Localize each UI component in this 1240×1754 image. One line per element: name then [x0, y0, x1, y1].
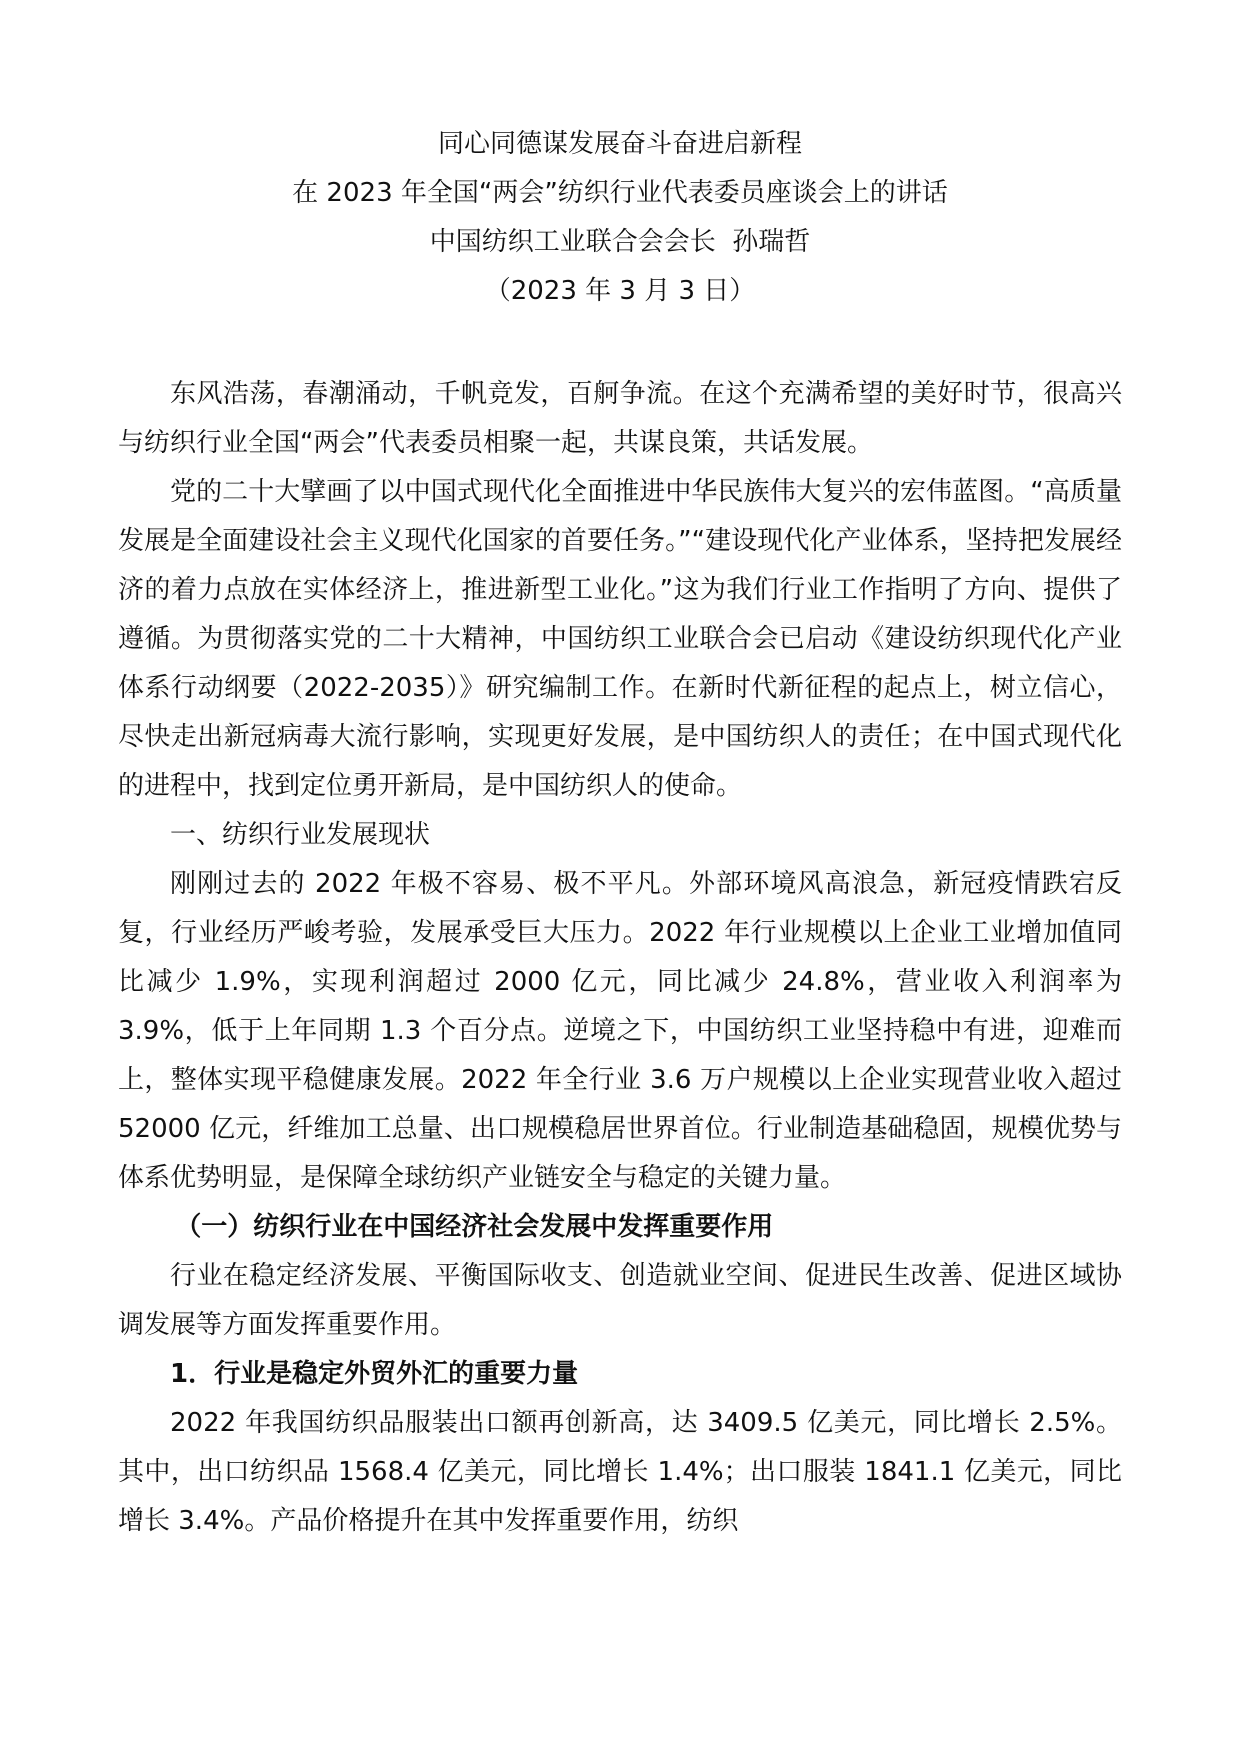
- section-heading-1: 一、纺织行业发展现状: [170, 820, 431, 850]
- document-title: 同心同德谋发展奋斗奋进启新程: [437, 129, 802, 159]
- subheading-role: （一）纺织行业在中国经济社会发展中发挥重要作用: [175, 1212, 774, 1242]
- paragraph-blueprint: 党的二十大擘画了以中国式现代化全面推进中华民族伟大复兴的宏伟蓝图。“高质量发展是全面建设社会主义现代化国家的首要任务。”“建设现代化产业体系，坚持把发展经济的着力点放在实体经济上，推进新型工业化。”这为我们行业工作指明了方向、提供了遵循。为贯彻落实党的二十大精神，中国纺织工业联合会已启动《建设纺织现代化产业体系行动纲要（2022-2035）》研究编制工作。在新时代新征程的起点上，树立信心，尽快走出新冠病毒大流行影响，实现更好发展，是中国纺织人的责任；在中国式现代化的进程中，找到定位勇开新局，是中国纺织人的使命。: [118, 477, 1123, 801]
- title-block: [118, 120, 1122, 316]
- paragraph-role: 行业在稳定经济发展、平衡国际收支、创造就业空间、促进民生改善、促进区域协调发展等方面发挥重要作用。: [118, 1261, 1122, 1340]
- paragraph-2022-review: 刚刚过去的 2022 年极不容易、极不平凡。外部环境风高浪急，新冠疫情跌宕反复，行业经历严峻考验，发展承受巨大压力。2022 年行业规模以上企业工业增加值同比减少 1.9%，实现利润超过 2000 亿元，同比减少 24.8%，营业收入利润率为 3.9%，低于上年同期 1.3 个百分点。逆境之下，中国纺织工业坚持稳中有进，迎难而上，整体实现平稳健康发展。2022 年全行业 3.6 万户规模以上企业实现营业收入超过 52000 亿元，纤维加工总量、出口规模稳居世界首位。行业制造基础稳固，规模优势与体系优势明显，是保障全球纺织产业链安全与稳定的关键力量。: [118, 869, 1122, 1193]
- speaker-line: 中国纺织工业联合会会长 孙瑞哲: [429, 227, 811, 257]
- paragraph-exports: 2022 年我国纺织品服装出口额再创新高，达 3409.5 亿美元，同比增长 2.5%。其中，出口纺织品 1568.4 亿美元，同比增长 1.4%；出口服装 1841.1 亿美元，同比增长 3.4%。产品价格提升在其中发挥重要作用，纺织: [118, 1408, 1122, 1536]
- document-subtitle: 在 2023 年全国“两会”纺织行业代表委员座谈会上的讲话: [292, 178, 948, 208]
- document-page: [118, 120, 1122, 1546]
- speech-date: （2023 年 3 月 3 日）: [484, 276, 756, 306]
- paragraph-opening: 东风浩荡，春潮涌动，千帆竞发，百舸争流。在这个充满希望的美好时节，很高兴与纺织行业全国“两会”代表委员相聚一起，共谋良策，共话发展。: [118, 379, 1122, 458]
- subheading-trade: 1．行业是稳定外贸外汇的重要力量: [170, 1359, 579, 1389]
- document-body: [118, 370, 1122, 1546]
